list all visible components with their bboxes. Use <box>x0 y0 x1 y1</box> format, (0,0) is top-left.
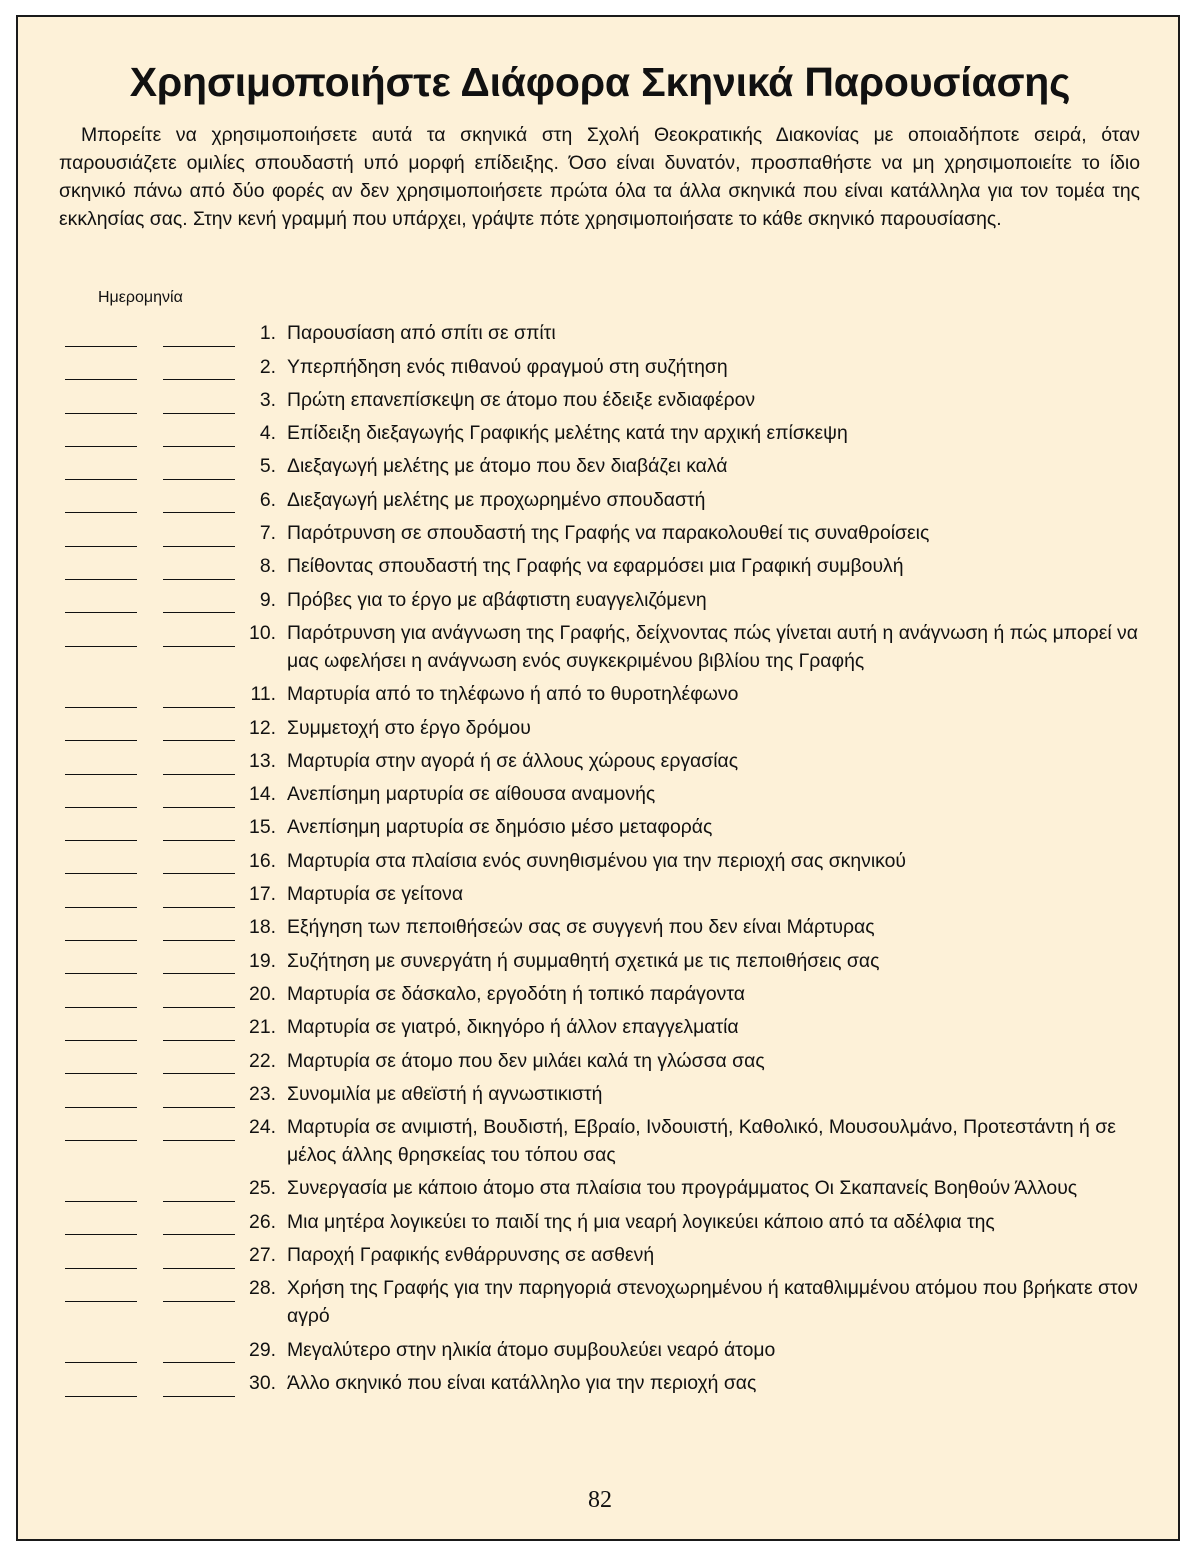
date-blank-line[interactable] <box>65 1007 137 1008</box>
list-item <box>18 1333 1182 1366</box>
item-number: 4. <box>259 422 276 445</box>
list-item <box>18 583 1182 616</box>
item-number: 14. <box>249 783 276 806</box>
setting-list <box>18 317 1182 1400</box>
page-frame <box>16 15 1180 1541</box>
date-blank-line[interactable] <box>65 774 137 775</box>
list-item <box>18 350 1182 383</box>
item-text: Εξήγηση των πεποιθήσεών σας σε συγγενή που δεν είναι Μάρτυρας <box>287 916 875 939</box>
item-number: 7. <box>259 522 276 545</box>
item-text: Συμμετοχή στο έργο δρόμου <box>287 716 531 739</box>
date-blank-line[interactable] <box>65 1396 137 1397</box>
item-text: Μαρτυρία σε άτομο που δεν μιλάει καλά τη γλώσσα σας <box>287 1049 765 1072</box>
date-blank-line[interactable] <box>65 840 137 841</box>
item-number: 25. <box>249 1177 276 1200</box>
item-text: Μαρτυρία σε γείτονα <box>287 883 464 906</box>
date-blank-line[interactable] <box>163 740 235 741</box>
date-blank-line[interactable] <box>163 1107 235 1108</box>
date-blank-line[interactable] <box>163 707 235 708</box>
date-blank-line[interactable] <box>163 840 235 841</box>
item-text: Συζήτηση με συνεργάτη ή συμμαθητή σχετικά με τις πεποιθήσεις σας <box>287 949 880 972</box>
date-column-header: Ημερομηνία <box>98 289 183 306</box>
item-text: Υπερπήδηση ενός πιθανού φραγμού στη συζήτηση <box>287 355 728 378</box>
item-number: 22. <box>249 1049 276 1072</box>
date-blank-line[interactable] <box>163 1073 235 1074</box>
list-item <box>18 1239 1182 1272</box>
date-blank-line[interactable] <box>163 1268 235 1269</box>
date-blank-line[interactable] <box>163 546 235 547</box>
item-text: Πρώτη επανεπίσκεψη σε άτομο που έδειξε ενδιαφέρον <box>287 388 756 411</box>
item-number: 29. <box>249 1338 276 1361</box>
item-number: 5. <box>259 455 276 478</box>
list-item <box>18 811 1182 844</box>
item-number: 28. <box>249 1277 276 1300</box>
page-number: 82 <box>588 1487 612 1513</box>
item-number: 9. <box>259 588 276 611</box>
date-blank-line[interactable] <box>65 413 137 414</box>
date-blank-line[interactable] <box>163 1362 235 1363</box>
list-item <box>18 745 1182 778</box>
item-number: 12. <box>249 716 276 739</box>
item-text: Μαρτυρία από το τηλέφωνο ή από το θυροτηλέφωνο <box>287 683 739 706</box>
item-text: Πείθοντας σπουδαστή της Γραφής να εφαρμόσει μια Γραφική συμβουλή <box>287 555 904 578</box>
date-blank-line[interactable] <box>65 1268 137 1269</box>
date-blank-line[interactable] <box>163 413 235 414</box>
item-number: 20. <box>249 982 276 1005</box>
item-text: Διεξαγωγή μελέτης με προχωρημένο σπουδαστή <box>287 488 706 511</box>
date-blank-line[interactable] <box>163 1301 235 1302</box>
date-blank-line[interactable] <box>65 346 137 347</box>
list-item <box>18 384 1182 417</box>
date-blank-line[interactable] <box>65 1362 137 1363</box>
date-blank-line[interactable] <box>65 973 137 974</box>
list-item <box>18 1044 1182 1077</box>
item-number: 11. <box>250 683 276 706</box>
date-blank-line[interactable] <box>65 1234 137 1235</box>
item-number: 1. <box>259 322 276 345</box>
date-blank-line[interactable] <box>163 774 235 775</box>
item-number: 21. <box>249 1016 276 1039</box>
date-blank-line[interactable] <box>163 346 235 347</box>
item-number: 16. <box>249 849 276 872</box>
list-item <box>18 417 1182 450</box>
item-number: 24. <box>249 1116 276 1139</box>
list-item <box>18 944 1182 977</box>
date-blank-line[interactable] <box>65 940 137 941</box>
date-blank-line[interactable] <box>65 646 137 647</box>
item-text: Χρήση της Γραφής για την παρηγοριά στενοχωρημένου ή καταθλιμμένου ατόμου που βρήκατε στον αγρό <box>287 1277 1138 1328</box>
list-item <box>18 778 1182 811</box>
date-blank-line[interactable] <box>65 1107 137 1108</box>
list-item <box>18 550 1182 583</box>
list-item <box>18 1078 1182 1111</box>
list-item <box>18 450 1182 483</box>
list-item <box>18 1367 1182 1400</box>
list-item <box>18 1205 1182 1238</box>
list-item <box>18 317 1182 350</box>
date-blank-line[interactable] <box>163 1040 235 1041</box>
item-number: 30. <box>249 1371 276 1394</box>
list-item <box>18 1111 1182 1172</box>
date-blank-line[interactable] <box>163 579 235 580</box>
item-text: Παρουσίαση από σπίτι σε σπίτι <box>287 322 556 345</box>
item-text: Πρόβες για το έργο με αβάφτιστη ευαγγελιζόμενη <box>287 588 707 611</box>
item-text: Συνεργασία με κάποιο άτομο στα πλαίσια του προγράμματος Οι Σκαπανείς Βοηθούν Άλλους <box>287 1177 1078 1200</box>
item-number: 27. <box>249 1244 276 1267</box>
list-item <box>18 844 1182 877</box>
item-text: Μεγαλύτερο στην ηλικία άτομο συμβουλεύει νεαρό άτομο <box>287 1338 776 1361</box>
item-text: Μαρτυρία σε δάσκαλο, εργοδότη ή τοπικό παράγοντα <box>287 982 745 1005</box>
date-blank-line[interactable] <box>65 1201 137 1202</box>
date-blank-line[interactable] <box>163 646 235 647</box>
date-blank-line[interactable] <box>65 1073 137 1074</box>
list-item <box>18 911 1182 944</box>
date-blank-line[interactable] <box>163 1007 235 1008</box>
item-number: 26. <box>249 1210 276 1233</box>
item-number: 23. <box>249 1082 276 1105</box>
date-blank-line[interactable] <box>65 546 137 547</box>
item-number: 18. <box>249 916 276 939</box>
list-item <box>18 1011 1182 1044</box>
item-text: Παρότρυνση σε σπουδαστή της Γραφής να παρακολουθεί τις συναθροίσεις <box>287 522 930 545</box>
date-blank-line[interactable] <box>65 479 137 480</box>
item-text: Επίδειξη διεξαγωγής Γραφικής μελέτης κατά την αρχική επίσκεψη <box>287 422 848 445</box>
item-text: Μαρτυρία σε γιατρό, δικηγόρο ή άλλον επαγγελματία <box>287 1016 739 1039</box>
date-blank-line[interactable] <box>163 612 235 613</box>
list-item <box>18 483 1182 516</box>
list-item <box>18 978 1182 1011</box>
date-blank-line[interactable] <box>65 740 137 741</box>
item-number: 19. <box>249 949 276 972</box>
intro-paragraph: Μπορείτε να χρησιμοποιήσετε αυτά τα σκηνικά στη Σχολή Θεοκρατικής Διακονίας με οποιαδήποτε σειρά, όταν παρουσιάζετε ομιλίες σπουδαστή υπό μορφή επίδειξης. Όσο είναι δυνατόν, προσπαθήστε να μη χρησιμοποιείτε το ίδιο σκηνικό πάνω από δύο φορές αν δεν χρησιμοποιήσετε πρώτα όλα τα άλλα σκηνικά που είναι κατάλληλα για τον τομέα της εκκλησίας σας. Στην κενή γραμμή που υπάρχει, γράψτε πότε χρησιμοποιήσατε το κάθε σκηνικό παρουσίασης. <box>59 124 1140 230</box>
date-blank-line[interactable] <box>163 479 235 480</box>
list-item <box>18 711 1182 744</box>
date-blank-line[interactable] <box>163 973 235 974</box>
item-number: 15. <box>249 816 276 839</box>
date-blank-line[interactable] <box>163 873 235 874</box>
date-blank-line[interactable] <box>65 807 137 808</box>
list-item <box>18 678 1182 711</box>
item-number: 6. <box>259 488 276 511</box>
date-blank-line[interactable] <box>65 579 137 580</box>
date-blank-line[interactable] <box>163 1201 235 1202</box>
date-blank-line[interactable] <box>163 1396 235 1397</box>
item-text: Συνομιλία με αθεϊστή ή αγνωστικιστή <box>287 1082 603 1105</box>
item-number: 8. <box>259 555 276 578</box>
item-number: 13. <box>249 749 276 772</box>
date-blank-line[interactable] <box>65 612 137 613</box>
list-item <box>18 517 1182 550</box>
list-item <box>18 1172 1182 1205</box>
date-blank-line[interactable] <box>65 446 137 447</box>
date-blank-line[interactable] <box>163 446 235 447</box>
date-blank-line[interactable] <box>163 1234 235 1235</box>
list-item <box>18 878 1182 911</box>
date-blank-line[interactable] <box>163 940 235 941</box>
item-text: Άλλο σκηνικό που είναι κατάλληλο για την περιοχή σας <box>287 1371 757 1394</box>
date-blank-line[interactable] <box>65 1301 137 1302</box>
date-blank-line[interactable] <box>65 1140 137 1141</box>
item-text: Μια μητέρα λογικεύει το παιδί της ή μια νεαρή λογικεύει κάποιο από τα αδέλφια της <box>287 1210 995 1233</box>
item-text: Μαρτυρία σε ανιμιστή, Βουδιστή, Εβραίο, Ινδουιστή, Καθολικό, Μουσουλμάνο, Προτεστάντη ή σε μέλος άλλης θρησκείας του τόπου σας <box>287 1116 1116 1167</box>
item-text: Παρότρυνση για ανάγνωση της Γραφής, δείχνοντας πώς γίνεται αυτή η ανάγνωση ή πώς μπορεί να μας ωφελήσει η ανάγνωση ενός συγκεκριμένου βιβλίου της Γραφής <box>287 621 1138 672</box>
item-number: 3. <box>259 388 276 411</box>
item-text: Μαρτυρία στα πλαίσια ενός συνηθισμένου για την περιοχή σας σκηνικού <box>287 849 907 872</box>
list-item <box>18 1272 1182 1333</box>
list-item <box>18 617 1182 678</box>
item-text: Διεξαγωγή μελέτης με άτομο που δεν διαβάζει καλά <box>287 455 728 478</box>
item-text: Ανεπίσημη μαρτυρία σε αίθουσα αναμονής <box>287 783 656 806</box>
date-blank-line[interactable] <box>65 379 137 380</box>
date-blank-line[interactable] <box>163 1140 235 1141</box>
date-blank-line[interactable] <box>65 512 137 513</box>
date-blank-line[interactable] <box>163 807 235 808</box>
item-text: Μαρτυρία στην αγορά ή σε άλλους χώρους εργασίας <box>287 749 739 772</box>
date-blank-line[interactable] <box>65 907 137 908</box>
item-text: Παροχή Γραφικής ενθάρρυνσης σε ασθενή <box>287 1244 655 1267</box>
date-blank-line[interactable] <box>65 873 137 874</box>
item-number: 17. <box>249 883 276 906</box>
date-blank-line[interactable] <box>163 512 235 513</box>
item-number: 10. <box>249 621 276 644</box>
item-number: 2. <box>259 355 276 378</box>
date-blank-line[interactable] <box>65 707 137 708</box>
date-blank-line[interactable] <box>163 379 235 380</box>
date-blank-line[interactable] <box>65 1040 137 1041</box>
page-title: Χρησιμοποιήστε Διάφορα Σκηνικά Παρουσίασης <box>129 59 1071 105</box>
date-blank-line[interactable] <box>163 907 235 908</box>
item-text: Ανεπίσημη μαρτυρία σε δημόσιο μέσο μεταφοράς <box>287 816 713 839</box>
